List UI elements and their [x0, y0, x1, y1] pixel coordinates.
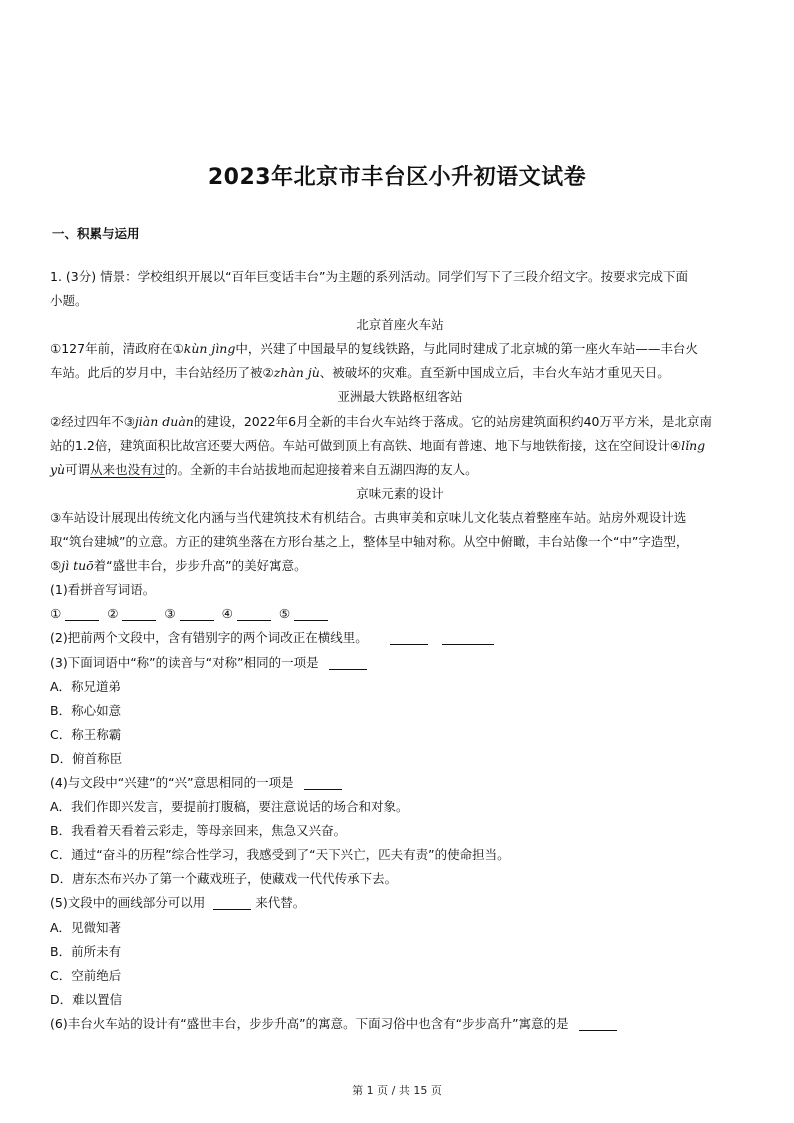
subquestion-5	[50, 891, 750, 915]
passage-heading-3: 京味元素的设计	[356, 485, 444, 501]
text: 可谓	[65, 461, 91, 477]
text: ②经过四年不③	[50, 413, 135, 429]
option-d[interactable]: D．难以置信	[50, 991, 123, 1007]
subquestion-1-blanks	[50, 602, 750, 626]
section-heading: 一、积累与运用	[52, 226, 140, 241]
text: 着“盛世丰台，步步升高”的美好寓意。	[93, 558, 307, 574]
text: (2)把前两个文段中，含有错别字的两个词改正在横线里。	[50, 630, 368, 646]
pinyin: yù	[50, 461, 66, 477]
subquestion-1: (1)看拼音写词语。	[50, 582, 156, 598]
option-c[interactable]: C．称王称霸	[50, 726, 122, 742]
passage-2-line-3	[50, 458, 750, 482]
passage-heading-2: 亚洲最大铁路枢纽客站	[337, 389, 463, 405]
q1-intro-line2: 小题。	[50, 293, 88, 309]
answer-blank[interactable]	[304, 775, 342, 790]
blank-label: ⑤	[278, 606, 291, 622]
passage-1-line-2	[50, 361, 750, 385]
page-footer: 第 1 页 / 共 15 页	[352, 1084, 442, 1097]
passage-1-line-1	[50, 337, 750, 361]
pinyin: jiàn duàn	[134, 413, 194, 429]
subquestion-3	[50, 651, 750, 675]
page-title: 2023年北京市丰台区小升初语文试卷	[207, 165, 587, 190]
q1-intro-line1: 1. (3分) 情景：学校组织开展以“百年巨变话丰台”为主题的系列活动。同学们写下了三段介绍文字。按要求完成下面	[50, 269, 689, 284]
answer-blank-4[interactable]	[237, 606, 271, 621]
text: 的。全新的丰台站拔地而起迎接着来自五湖四海的友人。	[165, 461, 478, 477]
passage-3-line-2: 取“筑台建城”的立意。方正的建筑坐落在方形台基之上，整体呈中轴对称。从空中俯瞰，丰台站像一个“中”字造型，	[50, 534, 689, 550]
answer-blank[interactable]	[329, 655, 367, 670]
answer-blank-3[interactable]	[180, 606, 214, 621]
answer-blank[interactable]	[213, 895, 251, 910]
pinyin: kùn jìng	[183, 341, 236, 357]
option-b[interactable]: B．前所未有	[50, 943, 122, 959]
text: 、被破坏的灾难。直至新中国成立后，丰台火车站才重见天日。	[319, 365, 670, 381]
subquestion-4	[50, 771, 750, 795]
subquestion-2	[50, 626, 750, 650]
pinyin: lǐng	[681, 437, 706, 453]
answer-blank-correction-1[interactable]	[390, 630, 428, 645]
option-b[interactable]: B．称心如意	[50, 702, 122, 718]
text: (3)下面词语中“称”的读音与“对称”相同的一项是	[50, 654, 319, 670]
passage-3-line-3	[50, 554, 750, 578]
answer-blank[interactable]	[579, 1016, 617, 1031]
option-a[interactable]: A．见微知著	[50, 919, 122, 935]
option-c[interactable]: C．通过“奋斗的历程”综合性学习，我感受到了“天下兴亡，匹夫有责”的使命担当。	[50, 847, 510, 863]
answer-blank-2[interactable]	[122, 606, 156, 621]
passage-2-line-1	[50, 410, 750, 434]
subquestion-6	[50, 1012, 750, 1036]
text: 车站。此后的岁月中，丰台站经历了被②	[50, 365, 274, 381]
option-a[interactable]: A．称兄道弟	[50, 678, 122, 694]
blank-label: ④	[221, 606, 233, 622]
text: (4)与文段中“兴建”的“兴”意思相同的一项是	[50, 774, 294, 790]
pinyin: jì tuō	[61, 558, 94, 574]
option-c[interactable]: C．空前绝后	[50, 967, 122, 983]
blank-label: ③	[164, 606, 176, 622]
passage-heading-1: 北京首座火车站	[356, 317, 444, 333]
text: ⑤	[50, 558, 62, 574]
blank-label: ②	[107, 606, 119, 622]
text: ①127年前，清政府在①	[50, 341, 184, 357]
passage-3-line-1: ③车站设计展现出传统文化内涵与当代建筑技术有机结合。古典审美和京味儿文化装点着整座车站。站房外观设计选	[50, 509, 687, 525]
text: 的建设，2022年6月全新的丰台火车站终于落成。它的站房建筑面积约40万平方米，是北京南	[193, 413, 712, 429]
text: 中，兴建了中国最早的复线铁路，与此同时建成了北京城的第一座火车站——丰台火	[235, 341, 698, 357]
answer-blank-1[interactable]	[65, 606, 99, 621]
answer-blank-correction-2[interactable]	[442, 630, 494, 645]
text: (6)丰台火车站的设计有“盛世丰台，步步升高”的寓意。下面习俗中也含有“步步高升”寓意的是	[50, 1015, 569, 1031]
passage-2-line-2	[50, 434, 750, 458]
option-a[interactable]: A．我们作即兴发言，要提前打腹稿，要注意说话的场合和对象。	[50, 799, 409, 815]
text: (5)文段中的画线部分可以用	[50, 895, 206, 911]
question-1	[50, 265, 750, 1036]
underlined-phrase: 从来也没有过	[90, 461, 166, 477]
option-b[interactable]: B．我看着天看着云彩走，等母亲回来，焦急又兴奋。	[50, 823, 347, 839]
option-d[interactable]: D．俯首称臣	[50, 750, 123, 766]
answer-blank-5[interactable]	[294, 606, 328, 621]
text: 来代替。	[255, 895, 306, 911]
option-d[interactable]: D．唐东杰布兴办了第一个藏戏班子，使藏戏一代代传承下去。	[50, 871, 398, 887]
pinyin: zhàn jù	[273, 365, 320, 381]
text: 站的1.2倍，建筑面积比故宫还要大两倍。车站可做到顶上有高铁、地面有普速、地下与地铁衔接，这在空间设计④	[50, 437, 682, 453]
blank-label: ①	[50, 606, 62, 622]
